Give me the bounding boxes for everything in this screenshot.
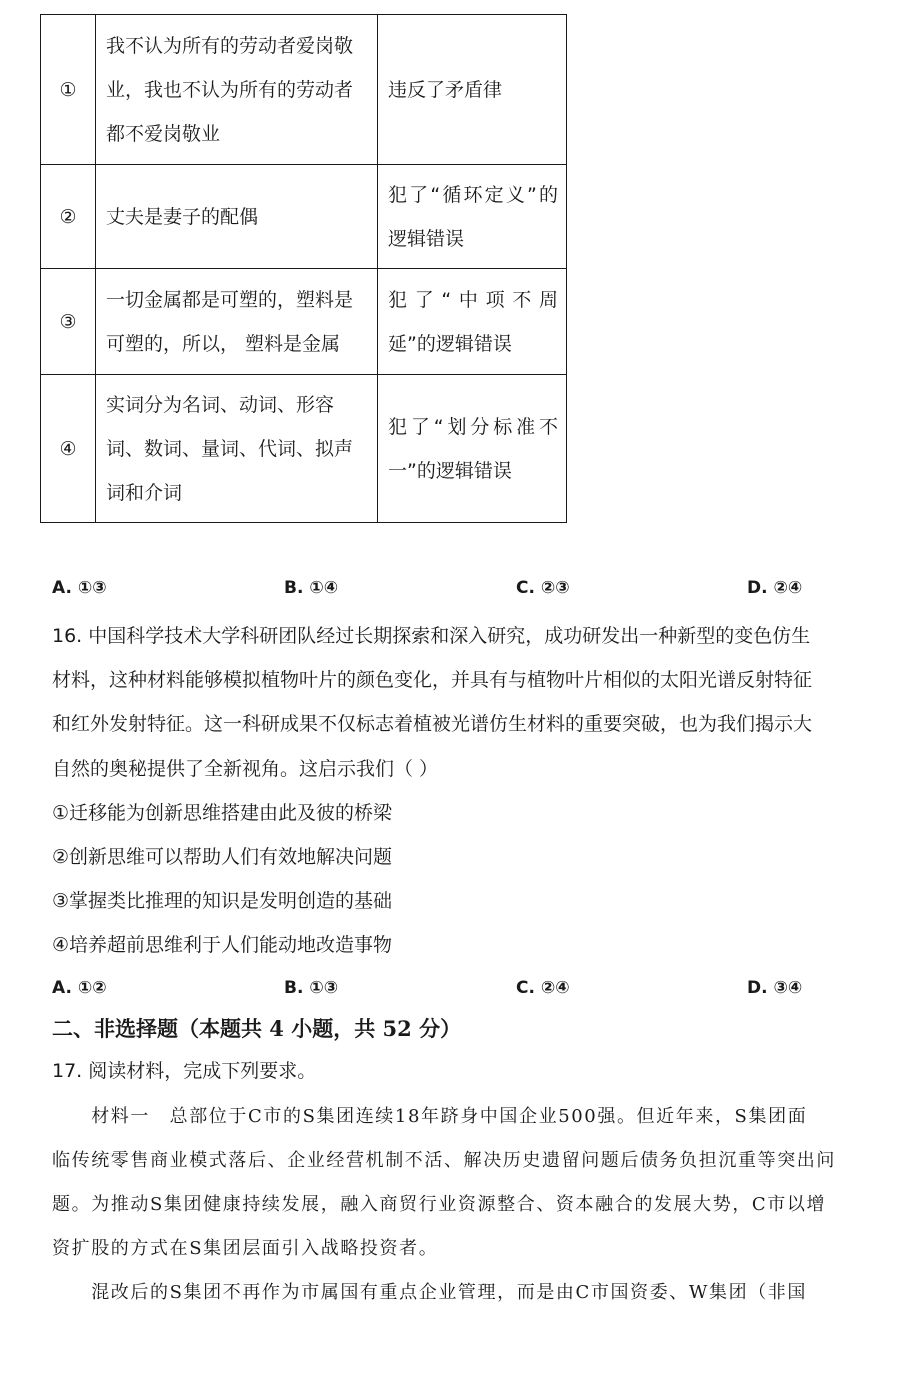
- section-title: 二、非选择题（本题共 4 小题，共 52 分）: [52, 1016, 462, 1041]
- q16-stem-line: 16. 中国科学技术大学科研团队经过长期探索和深入研究，成功研发出一种新型的变色仿生: [52, 625, 811, 647]
- q15-option-c: C. ②③: [516, 578, 570, 598]
- row-statement: 我不认为所有的劳动者爱岗敬业，我也不认为所有的劳动者都不爱岗敬业: [96, 15, 378, 165]
- row-number: ②: [41, 165, 96, 269]
- logic-judgement-table: [40, 14, 567, 523]
- table-row: [41, 15, 567, 165]
- row-judgement: 犯了“中项不周延”的逻辑错误: [378, 269, 567, 375]
- row-statement: 实词分为名词、动词、形容词、数词、量词、代词、拟声词和介词: [96, 375, 378, 523]
- row-number: ③: [41, 269, 96, 375]
- q17-material-line: 题。为推动S集团健康持续发展，融入商贸行业资源整合、资本融合的发展大势，C市以增: [52, 1194, 827, 1215]
- q16-option-c: C. ②④: [516, 978, 570, 998]
- row-judgement: 违反了矛盾律: [378, 15, 567, 165]
- q17-material-line: 材料一 总部位于C市的S集团连续18年跻身中国企业500强。但近年来，S集团面: [52, 1106, 808, 1127]
- table-row: [41, 269, 567, 375]
- q15-option-b: B. ①④: [284, 578, 339, 598]
- q17-material-line: 临传统零售商业模式落后、企业经营机制不活、解决历史遗留问题后债务负担沉重等突出问: [52, 1150, 836, 1171]
- q16-option-b: B. ①③: [284, 978, 339, 998]
- row-statement: 丈夫是妻子的配偶: [96, 165, 378, 269]
- q16-statement-3: ③掌握类比推理的知识是发明创造的基础: [52, 890, 393, 912]
- q16-stem-line: 材料，这种材料能够模拟植物叶片的颜色变化，并具有与植物叶片相似的太阳光谱反射特征: [52, 669, 813, 691]
- q16-statement-4: ④培养超前思维利于人们能动地改造事物: [52, 934, 393, 956]
- q16-statement-2: ②创新思维可以帮助人们有效地解决问题: [52, 846, 393, 868]
- row-judgement: 犯了“划分标准不一”的逻辑错误: [378, 375, 567, 523]
- row-number: ④: [41, 375, 96, 523]
- q16-option-a: A. ①②: [52, 978, 107, 998]
- q15-option-a: A. ①③: [52, 578, 107, 598]
- q16-stem-line: 自然的奥秘提供了全新视角。这启示我们（ ）: [52, 758, 439, 780]
- q15-option-d: D. ②④: [747, 578, 803, 598]
- q17-material-line: 资扩股的方式在S集团层面引入战略投资者。: [52, 1238, 439, 1259]
- q16-stem-line: 和红外发射特征。这一科研成果不仅标志着植被光谱仿生材料的重要突破，也为我们揭示大: [52, 713, 813, 735]
- row-judgement: 犯了“循环定义”的逻辑错误: [378, 165, 567, 269]
- q17-stem: 17. 阅读材料，完成下列要求。: [52, 1060, 317, 1082]
- row-statement: 一切金属都是可塑的，塑料是可塑的，所以， 塑料是金属: [96, 269, 378, 375]
- table-row: [41, 375, 567, 523]
- row-number: ①: [41, 15, 96, 165]
- q17-material-line: 混改后的S集团不再作为市属国有重点企业管理，而是由C市国资委、W集团（非国: [52, 1282, 808, 1303]
- q16-option-d: D. ③④: [747, 978, 803, 998]
- table-row: [41, 165, 567, 269]
- q16-statement-1: ①迁移能为创新思维搭建由此及彼的桥梁: [52, 802, 393, 824]
